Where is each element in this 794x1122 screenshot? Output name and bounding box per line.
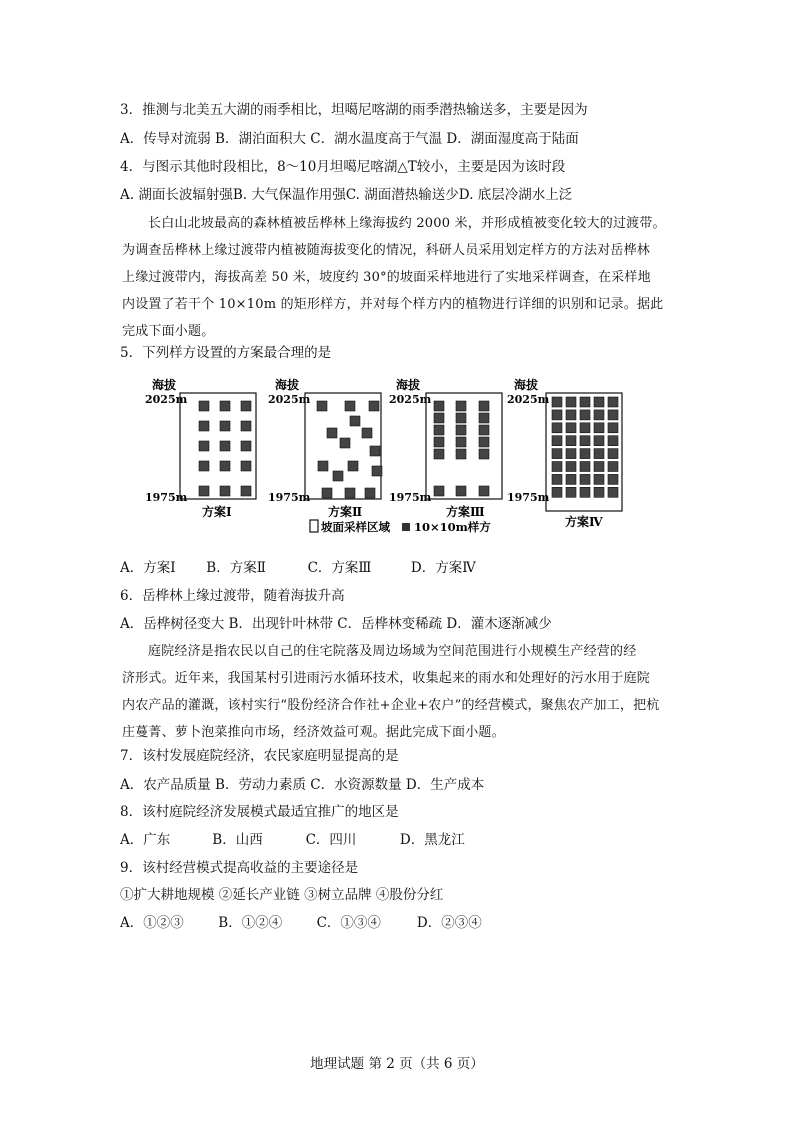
page-footer: 地理试题 第 2 页（共 6 页） (310, 1056, 484, 1072)
sample-plot (456, 413, 466, 423)
scheme-label: 方案Ⅲ (446, 505, 485, 519)
option-a: A．方案Ⅰ (120, 560, 176, 576)
sample-plot (608, 423, 618, 433)
sample-plot (199, 461, 209, 471)
passage-line: 济形式。近年来，我国某村引进雨污水循环技术，收集起来的雨水和处理好的污水用于庭院 (122, 671, 651, 686)
question-9-choices: ①扩大耕地规模 ②延长产业链 ③树立品牌 ④股份分红 (120, 887, 444, 903)
sample-plot (348, 461, 358, 471)
sample-plot (552, 474, 562, 484)
question-5-options (120, 559, 476, 577)
sample-plot (241, 421, 251, 431)
sample-plot (434, 437, 444, 447)
altitude-label: 海拔 (152, 378, 177, 392)
sample-plot (479, 486, 489, 496)
sample-plot (220, 486, 230, 496)
option-d: D．②③④ (416, 915, 482, 931)
legend-plot-label: 10×10m样方 (414, 520, 491, 534)
legend-area-label: 坡面采样区域 (321, 520, 390, 534)
sample-plot (608, 436, 618, 446)
sample-plot (345, 488, 355, 498)
passage-birch-forest (122, 210, 687, 345)
bottom-elevation-label: 1975m (145, 491, 188, 504)
sample-plot (434, 486, 444, 496)
option-d: D．黑龙江 (399, 832, 465, 848)
passage-courtyard-economy (122, 638, 687, 746)
sample-plot (479, 449, 489, 459)
sample-plot (479, 401, 489, 411)
sample-plot (566, 462, 576, 472)
sample-plot (479, 425, 489, 435)
scheme-label: 方案Ⅱ (328, 505, 363, 519)
sample-plot (594, 423, 604, 433)
sample-plot (456, 449, 466, 459)
sample-plot (434, 449, 444, 459)
passage-line: 庭院经济是指农民以自己的住宅院落及周边场域为空间范围进行小规模生产经营的经 (148, 644, 637, 659)
sample-plot (479, 413, 489, 423)
sample-plot (434, 401, 444, 411)
question-6-stem: 6．岳桦林上缘过渡带，随着海拔升高 (120, 588, 345, 604)
sample-plot (317, 401, 327, 411)
sample-plot (241, 461, 251, 471)
sample-plot (220, 401, 230, 411)
sample-plot (580, 436, 590, 446)
sample-plot (322, 488, 332, 498)
sample-plot (479, 437, 489, 447)
sample-plot (552, 397, 562, 407)
sample-plot (318, 461, 328, 471)
question-3-options: A．传导对流弱 B．湖泊面积大 C．湖水温度高于气温 D．湖面湿度高于陆面 (120, 131, 579, 147)
sample-plot (566, 410, 576, 420)
passage-line: 内设置了若干个 10×10m 的矩形样方，并对每个样方内的植物进行详细的识别和记录。据此 (122, 297, 664, 312)
question-7-options: A．农产品质量 B．劳动力素质 C．水资源数量 D．生产成本 (120, 777, 485, 793)
sample-plot (608, 462, 618, 472)
sample-plot (456, 486, 466, 496)
sample-plot (199, 421, 209, 431)
sample-plot (434, 413, 444, 423)
sample-plot (594, 449, 604, 459)
altitude-label: 海拔 (514, 378, 539, 392)
bottom-elevation-label: 1975m (507, 491, 550, 504)
passage-line: 完成下面小题。 (122, 324, 215, 339)
sample-plot (594, 436, 604, 446)
sample-plot (580, 462, 590, 472)
sample-plot (566, 397, 576, 407)
sample-plot (199, 441, 209, 451)
option-a: A．①②③ (120, 915, 184, 931)
sample-plot (333, 471, 343, 481)
option-c: C．方案Ⅲ (307, 560, 372, 576)
sample-plot (220, 441, 230, 451)
sample-plot (365, 488, 375, 498)
scheme-label: 方案Ⅰ (202, 505, 232, 519)
sample-plot (594, 397, 604, 407)
sample-plot (220, 421, 230, 431)
sample-plot (434, 425, 444, 435)
question-6-options: A．岳桦树径变大 B．出现针叶林带 C．岳桦林变稀疏 D．灌木逐渐减少 (120, 616, 552, 632)
passage-line: 为调查岳桦林上缘过渡带内植被随海拔变化的情况，科研人员采用划定样方的方法对岳桦林 (122, 243, 651, 258)
legend-area-swatch (310, 520, 318, 532)
sample-plot (456, 425, 466, 435)
sample-plot (594, 474, 604, 484)
sample-plot (608, 410, 618, 420)
sample-plot (372, 466, 382, 476)
sample-plot (552, 410, 562, 420)
sample-plot (552, 449, 562, 459)
scheme-1 (145, 377, 256, 519)
sample-plot (199, 486, 209, 496)
sample-plot (552, 487, 562, 497)
option-b: B．方案Ⅱ (206, 560, 266, 576)
sample-plot (608, 487, 618, 497)
sample-plot (362, 428, 372, 438)
sample-plot (241, 401, 251, 411)
option-b: B．①②④ (218, 915, 283, 931)
sample-plot (608, 449, 618, 459)
sampling-schemes-figure (140, 376, 660, 541)
altitude-label: 海拔 (275, 378, 300, 392)
sample-plot (241, 486, 251, 496)
legend-plot-swatch (402, 523, 410, 531)
sample-plot (566, 487, 576, 497)
sample-plot (345, 401, 355, 411)
sample-plot (552, 436, 562, 446)
option-d: D．方案Ⅳ (410, 560, 476, 576)
sample-plot (594, 462, 604, 472)
question-9-stem: 9．该村经营模式提高收益的主要途径是 (120, 860, 359, 876)
passage-line: 上缘过渡带内，海拔高差 50 米，坡度约 30°的坡面采样地进行了实地采样调查，在采样地 (122, 270, 651, 285)
passage-line: 内农产品的灌溉，该村实行“股份经济合作社+企业+农户”的经营模式，聚焦农产加工，把杭 (122, 698, 660, 713)
sample-plot (340, 438, 350, 448)
sample-plot (594, 487, 604, 497)
bottom-elevation-label: 1975m (389, 491, 432, 504)
sample-plot (566, 423, 576, 433)
sample-plot (580, 474, 590, 484)
sample-plot (566, 449, 576, 459)
top-elevation-label: 2025m (145, 393, 188, 406)
top-elevation-label: 2025m (507, 393, 550, 406)
sample-plot (241, 441, 251, 451)
scheme-label: 方案Ⅳ (565, 515, 603, 529)
option-c: C．①③④ (316, 915, 381, 931)
sample-plot (580, 449, 590, 459)
scheme-3 (389, 377, 502, 519)
altitude-label: 海拔 (396, 378, 421, 392)
bottom-elevation-label: 1975m (268, 491, 311, 504)
question-5-stem: 5．下列样方设置的方案最合理的是 (120, 345, 332, 361)
question-9-options (120, 914, 482, 932)
question-8-options (120, 831, 465, 849)
question-8-stem: 8．该村庭院经济发展模式最适宜推广的地区是 (120, 804, 399, 820)
sample-plot (580, 423, 590, 433)
question-4-stem: 4．与图示其他时段相比，8～10月坦噶尼喀湖△T较小，主要是因为该时段 (120, 159, 566, 175)
question-4-options: A. 湖面长波辐射强B. 大气保温作用强C. 湖面潜热输送少D. 底层冷湖水上泛 (120, 187, 573, 203)
passage-line: 庄蔓菁、萝卜泡菜推向市场，经济效益可观。据此完成下面小题。 (122, 725, 505, 740)
sample-plot (594, 410, 604, 420)
question-3-stem: 3．推测与北美五大湖的雨季相比，坦噶尼喀湖的雨季潜热输送多，主要是因为 (120, 102, 588, 118)
sample-plot (580, 410, 590, 420)
sample-plot (608, 474, 618, 484)
sample-plot (220, 461, 230, 471)
sample-plot (456, 437, 466, 447)
top-elevation-label: 2025m (268, 393, 311, 406)
sample-plot (199, 401, 209, 411)
scheme-4 (507, 377, 622, 529)
sample-plot (350, 416, 360, 426)
option-c: C．四川 (305, 832, 357, 848)
top-elevation-label: 2025m (389, 393, 432, 406)
passage-line: 长白山北坡最高的森林植被岳桦林上缘海拔约 2000 米，并形成植被变化较大的过渡带。 (148, 216, 666, 231)
sample-plot (369, 401, 379, 411)
sample-plot (580, 397, 590, 407)
sample-plot (552, 423, 562, 433)
sample-plot (552, 462, 562, 472)
option-b: B．山西 (212, 832, 263, 848)
sample-plot (370, 446, 380, 456)
sample-plot (566, 474, 576, 484)
sample-plot (566, 436, 576, 446)
question-7-stem: 7．该村发展庭院经济，农民家庭明显提高的是 (120, 748, 399, 764)
scheme-2 (268, 377, 382, 519)
option-a: A．广东 (120, 832, 171, 848)
legend (310, 520, 491, 534)
sample-plot (327, 428, 337, 438)
sample-plot (456, 401, 466, 411)
sample-plot (608, 397, 618, 407)
sample-plot (580, 487, 590, 497)
